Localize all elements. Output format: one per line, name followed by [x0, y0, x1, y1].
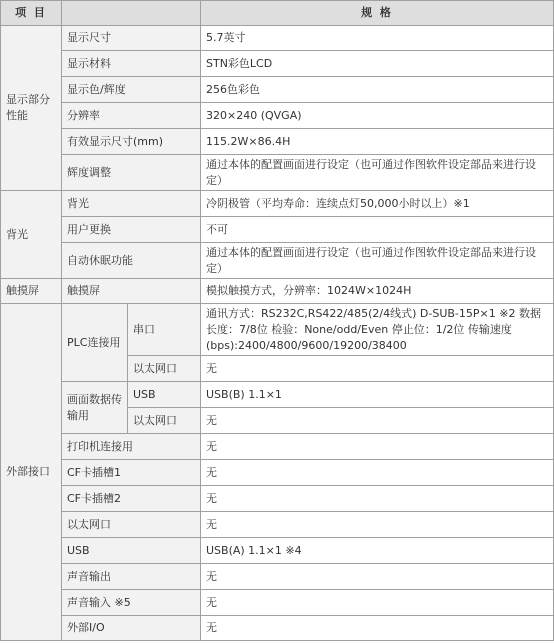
category-backlight: 背光	[1, 191, 62, 279]
row-label: 有效显示尺寸(mm)	[62, 129, 201, 155]
table-row	[1, 590, 554, 616]
table-row	[1, 77, 554, 103]
row-label: 以太网口	[62, 512, 201, 538]
row-label: 显示色/辉度	[62, 77, 201, 103]
row-value: 无	[201, 564, 554, 590]
table-row	[1, 51, 554, 77]
row-label: CF卡插槽2	[62, 486, 201, 512]
row-value: 5.7英寸	[201, 26, 554, 51]
transfer-usb-value: USB(B) 1.1×1	[201, 382, 554, 408]
row-value: USB(A) 1.1×1 ※4	[201, 538, 554, 564]
row-value: 无	[201, 590, 554, 616]
row-value: 无	[201, 512, 554, 538]
row-label: 声音输入 ※5	[62, 590, 201, 616]
row-label: 触摸屏	[62, 279, 201, 304]
row-value: 无	[201, 460, 554, 486]
transfer-label: 画面数据传输用	[62, 382, 128, 434]
row-label: 自动休眠功能	[62, 243, 201, 279]
row-label: USB	[62, 538, 201, 564]
row-value: 无	[201, 486, 554, 512]
serial-label: 串口	[128, 304, 201, 356]
row-label: 外部I/O	[62, 616, 201, 641]
header-row	[1, 1, 554, 26]
row-value: 冷阴极管（平均寿命：连续点灯50,000小时以上）※1	[201, 191, 554, 217]
table-row	[1, 538, 554, 564]
row-label: 显示尺寸	[62, 26, 201, 51]
header-spec: 规 格	[201, 1, 554, 26]
row-value: STN彩色LCD	[201, 51, 554, 77]
table-row	[1, 279, 554, 304]
category-external: 外部接口	[1, 304, 62, 641]
row-label: CF卡插槽1	[62, 460, 201, 486]
row-value: 无	[201, 434, 554, 460]
row-value: 通过本体的配置画面进行设定（也可通过作图软件设定部品来进行设定）	[201, 243, 554, 279]
row-value: 不可	[201, 217, 554, 243]
row-label: 声音输出	[62, 564, 201, 590]
plc-eth-value: 无	[201, 356, 554, 382]
row-label: 分辨率	[62, 103, 201, 129]
row-value: 无	[201, 616, 554, 641]
row-label: 打印机连接用	[62, 434, 201, 460]
header-spec-gap	[62, 1, 201, 26]
table-row	[1, 304, 554, 356]
table-row	[1, 243, 554, 279]
table-row	[1, 616, 554, 641]
table-row	[1, 434, 554, 460]
plc-label: PLC连接用	[62, 304, 128, 382]
table-row	[1, 129, 554, 155]
row-value: 256色彩色	[201, 77, 554, 103]
table-row	[1, 382, 554, 408]
table-row	[1, 26, 554, 51]
transfer-eth-label: 以太网口	[128, 408, 201, 434]
transfer-eth-value: 无	[201, 408, 554, 434]
row-label: 辉度调整	[62, 155, 201, 191]
table-row	[1, 103, 554, 129]
table-row	[1, 217, 554, 243]
row-label: 背光	[62, 191, 201, 217]
table-row	[1, 564, 554, 590]
row-value: 通过本体的配置画面进行设定（也可通过作图软件设定部品来进行设定）	[201, 155, 554, 191]
row-value: 320×240 (QVGA)	[201, 103, 554, 129]
table-row	[1, 191, 554, 217]
transfer-usb-label: USB	[128, 382, 201, 408]
table-row	[1, 155, 554, 191]
category-touch: 触摸屏	[1, 279, 62, 304]
header-item: 项 目	[1, 1, 62, 26]
row-value: 模拟触摸方式，分辨率：1024W×1024H	[201, 279, 554, 304]
serial-value: 通讯方式：RS232C,RS422/485(2/4线式) D-SUB-15P×1 ※2 数据长度：7/8位 检验：None/odd/Even 停止位：1/2位 传输速度(bps):2400/4800/9600/19200/38400	[201, 304, 554, 356]
table-row	[1, 512, 554, 538]
table-row	[1, 486, 554, 512]
plc-eth-label: 以太网口	[128, 356, 201, 382]
category-display: 显示部分性能	[1, 26, 62, 191]
row-label: 用户更换	[62, 217, 201, 243]
row-label: 显示材料	[62, 51, 201, 77]
table-row	[1, 460, 554, 486]
row-value: 115.2W×86.4H	[201, 129, 554, 155]
